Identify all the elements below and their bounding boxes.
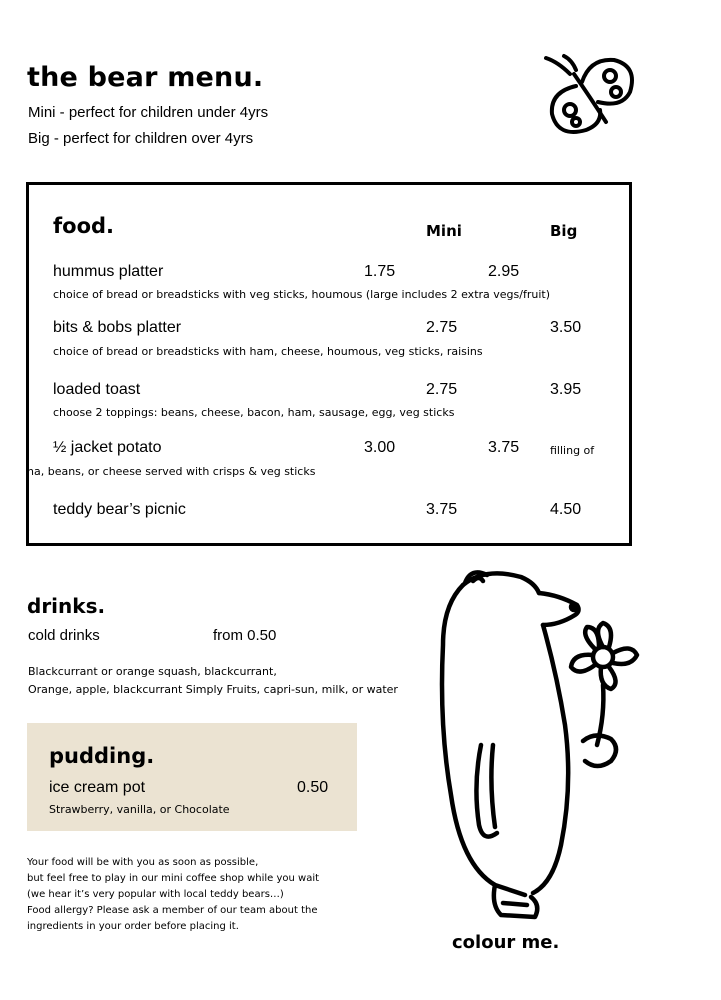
food-section-box [26, 182, 632, 546]
drinks-desc-line: Blackcurrant or orange squash, blackcurrant, [28, 665, 277, 678]
food-heading: food. [53, 214, 115, 238]
footer-note-line: ingredients in your order before placing it. [27, 921, 239, 932]
footer-note-line: Food allergy? Please ask a member of our team about the [27, 905, 318, 916]
pudding-item-desc: Strawberry, vanilla, or Chocolate [49, 803, 230, 816]
food-item-price-big: 3.50 [550, 319, 582, 336]
food-item-name: teddy bear’s picnic [53, 501, 186, 518]
food-item-name: bits & bobs platter [53, 319, 182, 336]
colour-me-label: colour me. [452, 932, 560, 953]
cold-drinks-price: from 0.50 [213, 627, 277, 644]
food-item-price-mini: 2.75 [426, 319, 458, 336]
butterfly-icon [540, 52, 640, 144]
pudding-item-price: 0.50 [297, 779, 329, 796]
food-item-name: loaded toast [53, 381, 141, 398]
food-item-price-big: 4.50 [550, 501, 582, 518]
column-header-mini: Mini [426, 222, 462, 240]
bear-with-flower-illustration [435, 565, 655, 935]
footer-note-line: Your food will be with you as soon as possible, [27, 857, 259, 868]
food-item-desc: choice of bread or breadsticks with veg sticks, houmous (large includes 2 extra vegs/fruit) [53, 288, 550, 301]
food-item-desc: na, beans, or cheese served with crisps & veg sticks [27, 465, 316, 478]
pudding-heading: pudding. [49, 744, 155, 768]
food-item-price-mini: 3.00 [364, 439, 396, 456]
subtitle-big: Big - perfect for children over 4yrs [28, 130, 254, 147]
food-item-desc: choice of bread or breadsticks with ham, cheese, houmous, veg sticks, raisins [53, 345, 483, 358]
drinks-desc-line: Orange, apple, blackcurrant Simply Fruits, capri-sun, milk, or water [28, 683, 398, 696]
column-header-big: Big [550, 222, 578, 240]
food-item-price-big: 2.95 [488, 263, 520, 280]
footer-note-line: but feel free to play in our mini coffee shop while you wait [27, 873, 320, 884]
food-item-price-mini: 1.75 [364, 263, 396, 280]
food-item-name: hummus platter [53, 263, 164, 280]
subtitle-mini: Mini - perfect for children under 4yrs [28, 104, 269, 121]
footer-note-line: (we hear it’s very popular with local teddy bears…) [27, 889, 284, 900]
drinks-heading: drinks. [27, 594, 106, 618]
cold-drinks-label: cold drinks [28, 627, 100, 644]
food-item-price-mini: 3.75 [426, 501, 458, 518]
food-item-price-big: 3.95 [550, 381, 582, 398]
food-item-desc: choose 2 toppings: beans, cheese, bacon, ham, sausage, egg, veg sticks [53, 406, 455, 419]
menu-title: the bear menu. [27, 62, 264, 93]
pudding-item-name: ice cream pot [49, 779, 146, 796]
food-item-extra: filling of [550, 444, 595, 457]
food-item-name: ½ jacket potato [53, 439, 162, 456]
food-item-price-big: 3.75 [488, 439, 520, 456]
food-item-price-mini: 2.75 [426, 381, 458, 398]
